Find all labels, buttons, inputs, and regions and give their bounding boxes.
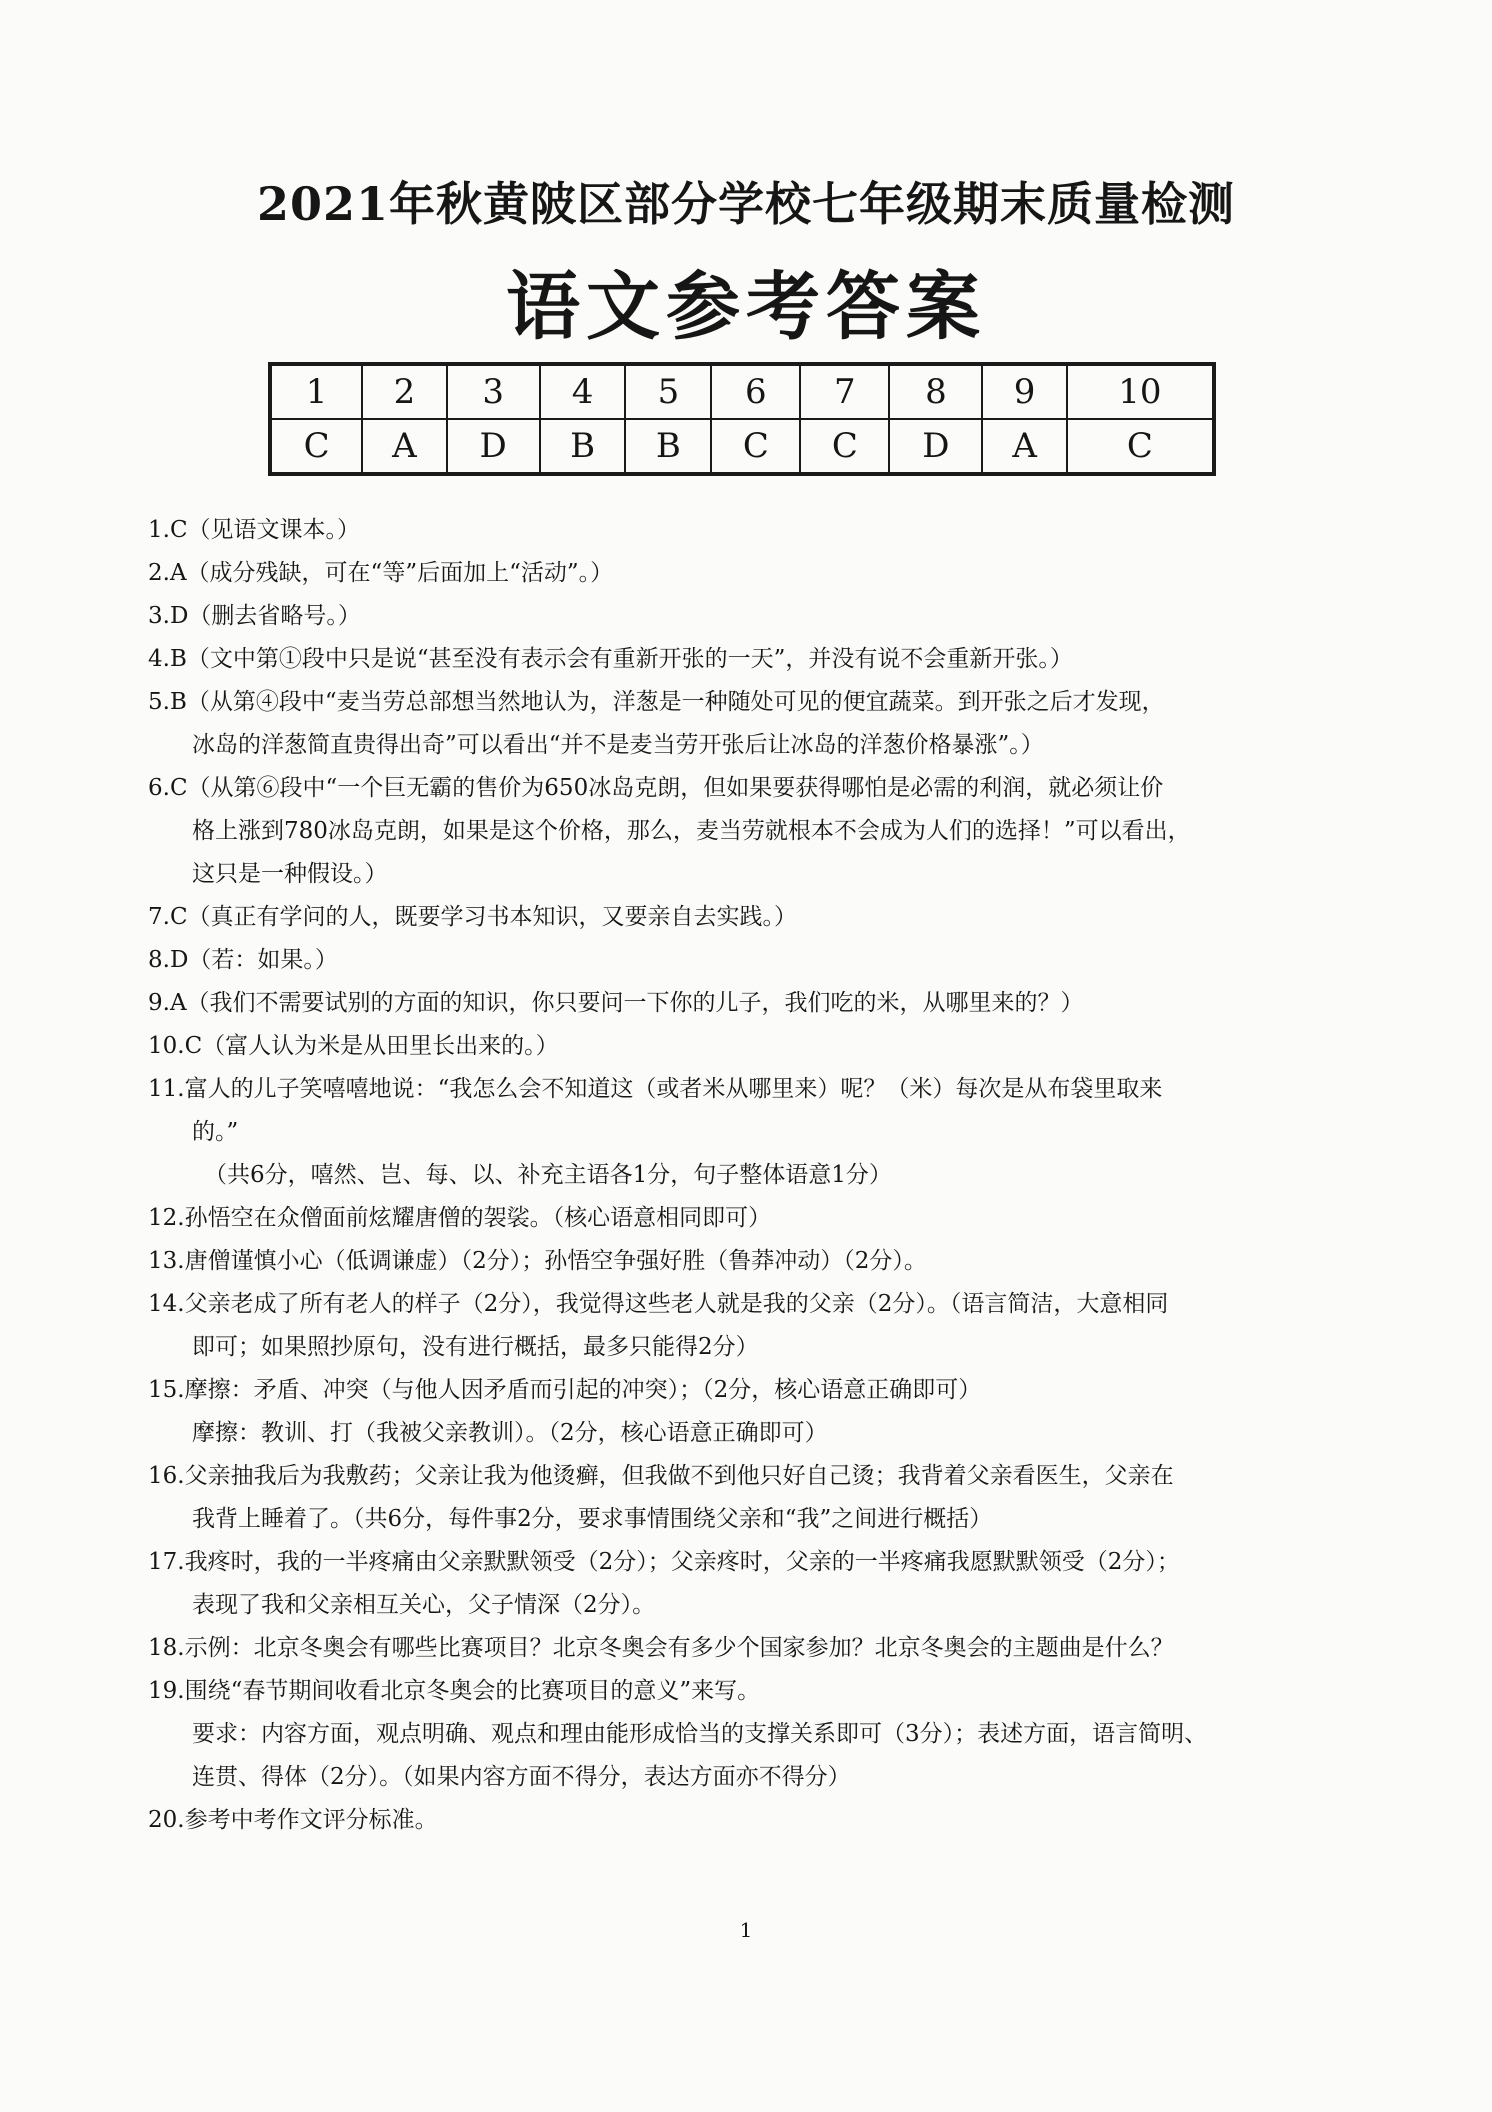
answer-line: 2.A（成分残缺，可在“等”后面加上“活动”。） xyxy=(148,560,614,586)
answer-line: 3.D（删去省略号。） xyxy=(148,603,361,629)
question-number-cell: 5 xyxy=(625,364,711,419)
answer-line: 17.我疼时，我的一半疼痛由父亲默默领受（2分）；父亲疼时，父亲的一半疼痛我愿默默领受（2分）； xyxy=(148,1549,1180,1575)
answer-item-5 xyxy=(148,681,1364,767)
answer-item-1 xyxy=(148,509,1364,552)
answer-line: 1.C（见语文课本。） xyxy=(148,517,361,543)
answer-line: 13.唐僧谨慎小心（低调谦虚）（2分）；孙悟空争强好胜（鲁莽冲动）（2分）。 xyxy=(148,1248,927,1274)
answer-line: 8.D（若：如果。） xyxy=(148,947,338,973)
answer-line: 19.围绕“春节期间收看北京冬奥会的比赛项目的意义”来写。 xyxy=(148,1678,761,1704)
answer-line: 5.B（从第④段中“麦当劳总部想当然地认为，洋葱是一种随处可见的便宜蔬菜。到开张之后才发现， xyxy=(148,689,1165,715)
question-number-cell: 2 xyxy=(362,364,446,419)
question-number-cell: 8 xyxy=(889,364,982,419)
answer-line-continued: 的。” xyxy=(192,1119,239,1145)
answer-item-6 xyxy=(148,767,1364,896)
question-number-cell: 6 xyxy=(711,364,800,419)
question-number-cell: 3 xyxy=(447,364,540,419)
answer-item-11 xyxy=(148,1068,1364,1197)
answer-item-3 xyxy=(148,595,1364,638)
answer-item-8 xyxy=(148,939,1364,982)
answer-line-continued: 即可；如果照抄原句，没有进行概括，最多只能得2分） xyxy=(192,1334,759,1360)
answer-line: 16.父亲抽我后为我敷药；父亲让我为他烫癣，但我做不到他只好自己烫；我背着父亲看医生，父亲在 xyxy=(148,1463,1174,1489)
scoring-note: （共6分，嘻然、岂、每、以、补充主语各1分，句子整体语意1分） xyxy=(204,1162,892,1188)
answer-line-continued: 我背上睡着了。（共6分，每件事2分，要求事情围绕父亲和“我”之间进行概括） xyxy=(192,1506,993,1532)
answer-cell: C xyxy=(711,419,800,474)
answer-line-continued: 表现了我和父亲相互关心，父子情深（2分）。 xyxy=(192,1592,656,1618)
answer-item-20 xyxy=(148,1799,1364,1842)
answer-line-continued: 要求：内容方面，观点明确、观点和理由能形成恰当的支撑关系即可（3分）；表述方面，语言简明、 xyxy=(192,1721,1208,1747)
answer-cell: B xyxy=(625,419,711,474)
answer-line: 20.参考中考作文评分标准。 xyxy=(148,1807,438,1833)
answer-table-number-row xyxy=(270,364,1214,419)
page-number: 1 xyxy=(739,1918,753,1942)
answer-item-15 xyxy=(148,1369,1364,1455)
answer-line-continued: 冰岛的洋葱简直贵得出奇”可以看出“并不是麦当劳开张后让冰岛的洋葱价格暴涨”。） xyxy=(192,732,1044,758)
answer-explanations xyxy=(148,509,1364,1842)
answer-item-16 xyxy=(148,1455,1364,1541)
answer-line: 12.孙悟空在众僧面前炫耀唐僧的袈裟。（核心语意相同即可） xyxy=(148,1205,772,1231)
answer-cell: A xyxy=(362,419,446,474)
answer-item-18 xyxy=(148,1627,1364,1670)
answer-cell: C xyxy=(1067,419,1214,474)
answer-item-9 xyxy=(148,982,1364,1025)
answer-cell: B xyxy=(540,419,626,474)
answer-line: 7.C（真正有学问的人，既要学习书本知识，又要亲自去实践。） xyxy=(148,904,798,930)
answer-item-7 xyxy=(148,896,1364,939)
answer-line: 6.C（从第⑥段中“一个巨无霸的售价为650冰岛克朗，但如果要获得哪怕是必需的利润，就必须让价 xyxy=(148,775,1164,801)
answer-cell: C xyxy=(800,419,889,474)
answer-line: 15.摩擦：矛盾、冲突（与他人因矛盾而引起的冲突）；（2分，核心语意正确即可） xyxy=(148,1377,982,1403)
answer-line: 4.B（文中第①段中只是说“甚至没有表示会有重新开张的一天”，并没有说不会重新开张。） xyxy=(148,646,1073,672)
answer-line-continued: 格上涨到780冰岛克朗，如果是这个价格，那么，麦当劳就根本不会成为人们的选择！”可以看出， xyxy=(192,818,1191,844)
question-number-cell: 1 xyxy=(270,364,362,419)
page-subtitle: 语文参考答案 xyxy=(506,264,986,350)
answer-item-12 xyxy=(148,1197,1364,1240)
answer-item-14 xyxy=(148,1283,1364,1369)
answer-cell: D xyxy=(447,419,540,474)
answer-line: 10.C（富人认为米是从田里长出来的。） xyxy=(148,1033,559,1059)
answer-item-4 xyxy=(148,638,1364,681)
page-title: 2021年秋黄陂区部分学校七年级期末质量检测 xyxy=(256,177,1236,231)
question-number-cell: 10 xyxy=(1067,364,1214,419)
answer-line: 18.示例：北京冬奥会有哪些比赛项目？北京冬奥会有多少个国家参加？北京冬奥会的主题曲是什么？ xyxy=(148,1635,1174,1661)
answer-line-continued: 连贯、得体（2分）。（如果内容方面不得分，表达方面亦不得分） xyxy=(192,1764,851,1790)
answer-item-19 xyxy=(148,1670,1364,1799)
answer-item-2 xyxy=(148,552,1364,595)
answer-cell: A xyxy=(982,419,1066,474)
answer-item-17 xyxy=(148,1541,1364,1627)
answer-item-10 xyxy=(148,1025,1364,1068)
question-number-cell: 7 xyxy=(800,364,889,419)
answer-cell: C xyxy=(270,419,362,474)
answer-table-answer-row xyxy=(270,419,1214,474)
answer-table xyxy=(268,362,1216,476)
question-number-cell: 9 xyxy=(982,364,1066,419)
answer-line: 14.父亲老成了所有老人的样子（2分），我觉得这些老人就是我的父亲（2分）。（语言简洁，大意相同 xyxy=(148,1291,1169,1317)
answer-line: 11.富人的儿子笑嘻嘻地说：“我怎么会不知道这（或者米从哪里来）呢？（米）每次是从布袋里取来 xyxy=(148,1076,1163,1102)
answer-item-13 xyxy=(148,1240,1364,1283)
answer-line-continued: 摩擦：教训、打（我被父亲教训）。（2分，核心语意正确即可） xyxy=(192,1420,828,1446)
answer-line: 9.A（我们不需要试别的方面的知识，你只要问一下你的儿子，我们吃的米，从哪里来的？） xyxy=(148,990,1084,1016)
answer-line-continued: 这只是一种假设。） xyxy=(192,861,388,887)
question-number-cell: 4 xyxy=(540,364,626,419)
answer-cell: D xyxy=(889,419,982,474)
